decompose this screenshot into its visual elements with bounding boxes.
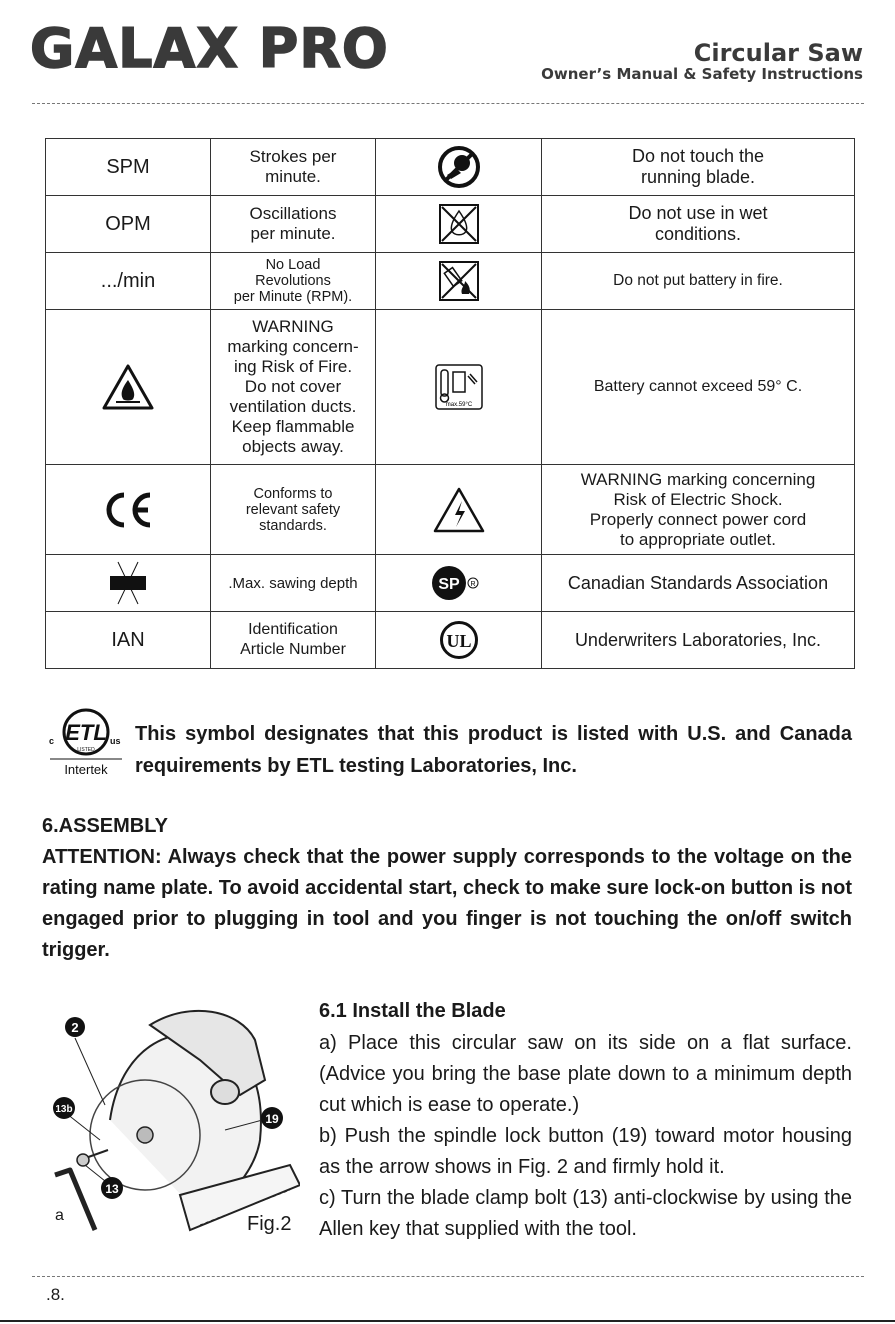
symbol-abbr-cell: [46, 465, 211, 555]
symbol-icon-meaning: Do not touch the running blade.: [542, 139, 855, 196]
symbol-icon-meaning: Do not put battery in fire.: [542, 253, 855, 310]
ul-logo-icon: [439, 620, 479, 660]
symbol-icon-meaning: Battery cannot exceed 59° C.: [542, 310, 855, 465]
symbol-abbr: OPM: [46, 196, 211, 253]
etl-logo-us: us: [110, 736, 121, 746]
fire-warning-icon: [102, 364, 154, 410]
assembly-heading: 6.ASSEMBLY: [42, 815, 168, 837]
max-depth-icon: [108, 560, 148, 606]
install-step: b) Push the spindle lock button (19) toward motor housing as the arrow shows in Fig. 2 and firmly hold it.: [319, 1125, 852, 1178]
symbol-abbr-cell: [46, 555, 211, 612]
no-wet-conditions-icon: [438, 203, 480, 245]
symbol-meaning: WARNING marking concern- ing Risk of Fire. Do not cover ventilation ducts. Keep flammable objects away.: [211, 310, 376, 465]
symbol-meaning: Identification Article Number: [211, 612, 376, 669]
product-title: Circular Saw: [693, 39, 863, 67]
circular-saw-figure: [50, 1000, 300, 1245]
etl-listed-logo: [46, 706, 126, 778]
csa-logo-text: SP: [437, 576, 460, 593]
symbol-icon-cell: [376, 612, 542, 669]
symbol-abbr-cell: [46, 310, 211, 465]
table-row: [46, 465, 855, 555]
svg-text:R: R: [469, 581, 476, 588]
page-bottom-rule: [0, 1320, 895, 1322]
install-step: c) Turn the blade clamp bolt (13) anti-clockwise by using the Allen key that supplied with the tool.: [319, 1187, 852, 1240]
footer-divider: [32, 1276, 864, 1277]
brand-logo: GALAX PRO: [30, 17, 389, 80]
callout-19-label: 19: [265, 1112, 279, 1126]
callout-13b-label: 13b: [55, 1104, 73, 1115]
attention-paragraph: ATTENTION: Always check that the power supply corresponds to the voltage on the rating name plate. To avoid accidental start, check to make sure lock-on button is not engaged prior to plugging in tool and you finger is not touching the on/off switch trigger.: [42, 846, 852, 961]
symbol-icon-meaning: Underwriters Laboratories, Inc.: [542, 612, 855, 669]
ce-mark-icon: [102, 491, 154, 529]
table-row: [46, 612, 855, 669]
install-steps: [319, 1028, 852, 1245]
symbol-icon-meaning: Do not use in wet conditions.: [542, 196, 855, 253]
figure-caption: Fig.2: [247, 1213, 292, 1235]
symbol-icon-cell: [376, 465, 542, 555]
symbol-icon-cell: [376, 139, 542, 196]
etl-logo-c: c: [49, 736, 55, 746]
etl-logo-listed: LISTED: [77, 747, 95, 753]
figure-letter: a: [55, 1207, 64, 1224]
page-number: .8.: [46, 1285, 65, 1304]
manual-subtitle: Owner’s Manual & Safety Instructions: [541, 65, 863, 83]
symbol-icon-cell: [376, 555, 542, 612]
electric-shock-warning-icon: [433, 487, 485, 533]
table-row: [46, 253, 855, 310]
symbol-abbr: SPM: [46, 139, 211, 196]
etl-statement: This symbol designates that this product is listed with U.S. and Canada requirements by ETL testing Laboratories, Inc.: [135, 723, 852, 777]
install-step: a) Place this circular saw on its side on a flat surface. (Advice you bring the base plate down to a minimum depth cut which is ease to operate.): [319, 1032, 852, 1116]
battery-temperature-icon: [435, 364, 483, 410]
symbol-meaning: .Max. sawing depth: [211, 555, 376, 612]
etl-logo-company: Intertek: [64, 762, 108, 777]
symbols-table: [45, 138, 855, 669]
symbol-meaning: Conforms to relevant safety standards.: [211, 465, 376, 555]
table-row: [46, 139, 855, 196]
no-battery-fire-icon: [438, 260, 480, 302]
symbol-icon-cell: [376, 253, 542, 310]
document-title: [541, 40, 863, 82]
no-touch-blade-icon: [437, 145, 481, 189]
header-divider: [32, 103, 864, 104]
callout-13-label: 13: [105, 1182, 119, 1196]
table-row: [46, 310, 855, 465]
symbol-icon-cell: [376, 310, 542, 465]
section-heading: 6.1 Install the Blade: [319, 1000, 506, 1022]
ul-logo-text: UL: [445, 631, 472, 651]
table-row: [46, 555, 855, 612]
symbol-meaning: Oscillations per minute.: [211, 196, 376, 253]
battery-temperature-label: max.59°C: [445, 402, 472, 408]
symbol-icon-meaning: WARNING marking concerning Risk of Electric Shock. Properly connect power cord to appropriate outlet.: [542, 465, 855, 555]
symbol-abbr: .../min: [46, 253, 211, 310]
symbol-meaning: Strokes per minute.: [211, 139, 376, 196]
symbol-meaning: No Load Revolutions per Minute (RPM).: [211, 253, 376, 310]
symbol-icon-meaning: Canadian Standards Association: [542, 555, 855, 612]
symbol-icon-cell: [376, 196, 542, 253]
callout-2-label: 2: [71, 1020, 79, 1035]
etl-logo-text: ETL: [65, 720, 107, 745]
table-row: [46, 196, 855, 253]
symbol-abbr: IAN: [46, 612, 211, 669]
csa-logo-icon: [429, 563, 489, 603]
